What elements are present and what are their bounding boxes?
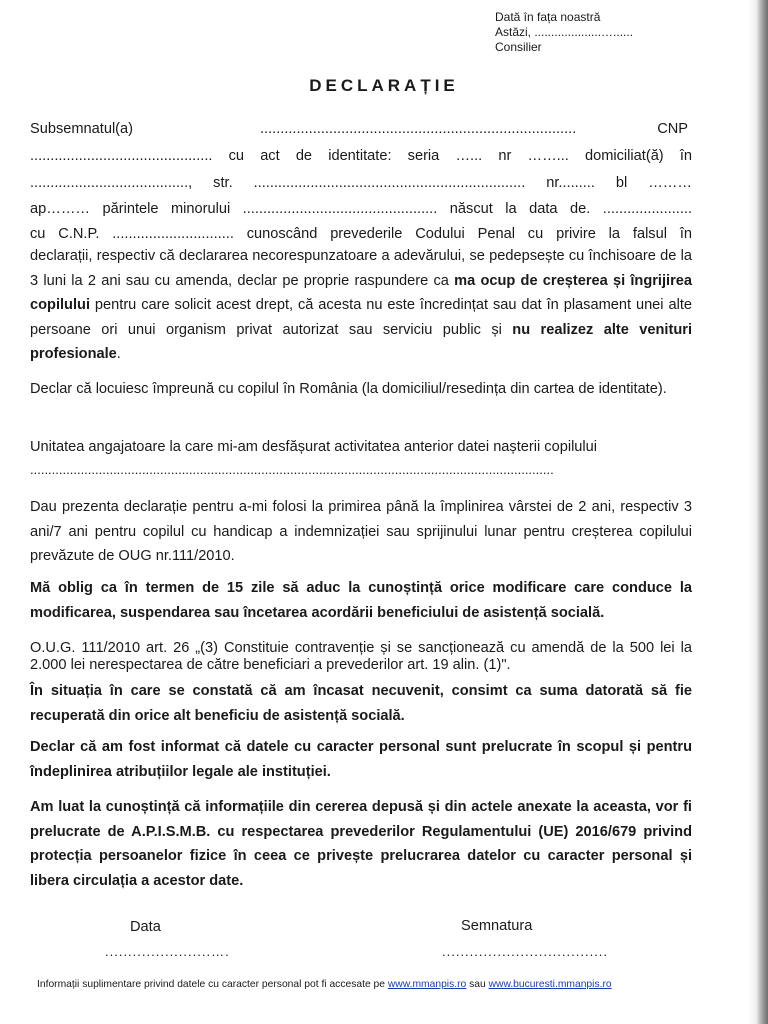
signature-field-dots: ....................................: [442, 944, 609, 959]
paragraph-purpose: Dau prezenta declarație pentru a-mi folosi la primirea până la împlinirea vârstei de 2 ani, respectiv 3 ani/7 ani pentru copilul cu handicap a indemnizației sau sprijinului lunar pentru creșterea copilului prevăzute de OUG nr.111/2010.: [30, 499, 692, 564]
name-field-dots: ..............................................................................: [260, 121, 577, 137]
date-label: Data: [130, 919, 161, 935]
form-line-apartment: ap……… părintele minorului ................................................ născut la data de. ......................: [30, 201, 692, 217]
paragraph-obligation: Mă oblig ca în termen de 15 zile să aduc la cunoștință orice modificare care conduce la modificarea, suspendarea sau încetarea acordării beneficiului de asistență socială.: [30, 580, 692, 621]
date-field-dots: .......................….: [105, 944, 230, 959]
paragraph-law-reference: O.U.G. 111/2010 art. 26 „(3) Constituie contravenție și se sancționează cu amendă de la 500 lei la 2.000 lei nerespectarea de către beneficiari a prevederilor art. 19 alin. (1)".: [30, 640, 692, 673]
page-edge-shadow: [748, 0, 768, 1024]
name-label: Subsemnatul(a): [30, 121, 134, 137]
paragraph-data-processing: Declar că am fost informat că datele cu caracter personal sunt prelucrate în scopul și pentru îndeplinirea atribuțiilor legale ale instituției.: [30, 739, 692, 780]
signature-label: Semnatura: [461, 918, 533, 934]
footer-note: Informații suplimentare privind datele cu caracter personal pot fi accesate pe www.mmanpis.ro sau www.bucuresti.mmanpis.ro: [37, 979, 612, 990]
stamp-line-date: Dată în fața noastră: [495, 10, 601, 24]
bold-no-income-statement: nu realizez alte venituri profesionale: [30, 321, 692, 362]
paragraph-declaration: declarații, respectiv că declararea necorespunzatoare a adevărului, se pedepsește cu închisoare de la 3 luni la 2 ani sau cu amenda, declar pe proprie raspundere ca ma ocup de creșterea și îngrijirea copilului pentru care solicit acest drept, că acesta nu este încredințat sau dat în plasament unei alte persoane ori unui organism privat autorizat sau serviciu public și nu realizez alte venituri profesionale.: [30, 248, 692, 362]
document-title: DECLARAȚIE: [309, 76, 459, 95]
official-stamp-block: [495, 10, 633, 55]
form-line-identity: ............................................. cu act de identitate: seria …... nr ……... domiciliat(ă) în: [30, 148, 692, 164]
paragraph-residence: Declar că locuiesc împreună cu copilul în România (la domiciliul/resedința din cartea de identitate).: [30, 381, 667, 397]
stamp-line-counselor: Consilier: [495, 40, 542, 54]
link-bucuresti-mmanpis[interactable]: www.bucuresti.mmanpis.ro: [488, 979, 612, 990]
bold-care-statement: ma ocup de creșterea și îngrijirea copilului: [30, 272, 692, 313]
form-line-name: [30, 121, 692, 137]
paragraph-employer: Unitatea angajatoare la care mi-am desfășurat activitatea anterior datei nașterii copilului: [30, 439, 598, 455]
paragraph-gdpr: Am luat la cunoștință că informațiile din cererea depusă și din actele anexate la aceasta, vor fi prelucrate de A.P.I.S.M.B. cu respectarea prevederilor Regulamentului (UE) 2016/679 privind protecția persoanelor fizice în ceea ce privește prelucrarea datelor cu caracter personal și libera circulația a acestor date.: [30, 799, 692, 889]
paragraph-recovery: În situația în care se constată că am încasat necuvenit, consimt ca suma datorată să fie recuperată din orice alt beneficiu de asistență socială.: [30, 683, 692, 724]
cnp-label: CNP: [657, 121, 688, 137]
form-line-cnp: cu C.N.P. .............................. cunoscând prevederile Codului Penal cu privire la falsul în: [30, 226, 692, 242]
employer-field-dots: .................................................................................................................................................: [30, 462, 554, 477]
stamp-line-today: Astăzi, ....................…......: [495, 25, 634, 39]
link-mmanpis[interactable]: www.mmanpis.ro: [387, 979, 467, 990]
form-line-address: ......................................., str. ................................................................... nr......... bl ………: [30, 175, 692, 191]
